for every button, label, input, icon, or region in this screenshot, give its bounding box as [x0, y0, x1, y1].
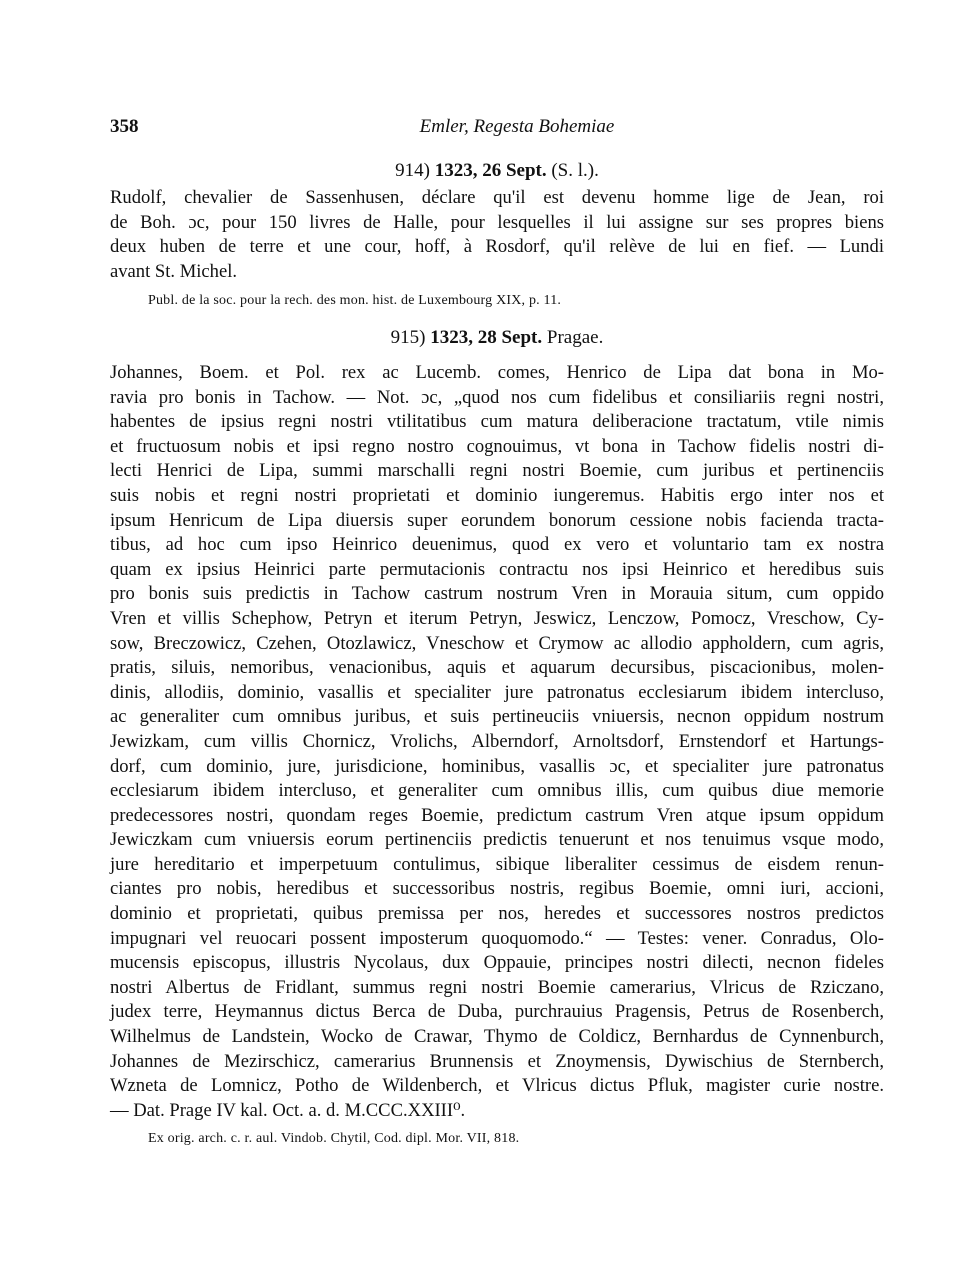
text-line: Wilhelmus de Landstein, Wocko de Crawar, Thymo de Coldicz, Bernhardus de Cynnenburch,	[110, 1026, 884, 1048]
text-line: — Dat. Prage IV kal. Oct. a. d. M.CCC.XXIII⁰.	[110, 1099, 466, 1121]
text-line: dorf, cum dominio, jure, jurisdicione, hominibus, vasallis ɔc, et specialiter jure patronatus	[110, 755, 884, 777]
text-line: nostri Albertus de Fridlant, summus regni nostri Boemie camerarius, Vlricus de Rziczano,	[110, 976, 884, 998]
text-line: Johannes, Boem. et Pol. rex ac Lucemb. comes, Henrico de Lipa dat bona in Mo-	[110, 362, 884, 383]
text-line: Vren et villis Schephow, Petryn et iterum Petryn, Jeswicz, Lenczow, Pomocz, Vreschow, Cy-	[110, 607, 884, 629]
text-line: tibus, ad hoc cum ipso Heinrico deuenimus, quod ex vero et voluntario tam ex nostra	[110, 534, 884, 556]
entry-914-source: Publ. de la soc. pour la rech. des mon. hist. de Luxembourg XIX, p. 11.	[148, 293, 562, 308]
text-line: sow, Breczowicz, Czehen, Otozlawicz, Vneschow et Crymow ac allodio appholdern, cum agris,	[110, 632, 884, 654]
text-line: judex terre, Heymannus dictus Berca de Duba, purchrauius Pragensis, Petrus de Rosenberch,	[110, 1001, 884, 1023]
text-line: suis nobis et regni nostri proprietati et dominio iungeremus. Habitis ergo inter nos et	[110, 484, 884, 506]
text-line: Jewiczkam cum vniuersis eorum pertinenciis predictis tenuerunt et nos tenuimus vsque modo,	[110, 829, 884, 851]
entry-915-source: Ex orig. arch. c. r. aul. Vindob. Chytil, Cod. dipl. Mor. VII, 818.	[148, 1131, 520, 1146]
entry-number: 915)	[390, 327, 426, 348]
text-line: jure hereditario et imperpetuum contulimus, sibique liberaliter cessimus de eisdem renun-	[110, 853, 884, 875]
entry-place: (S. l.).	[551, 160, 599, 181]
text-line: Wzneta de Lomnicz, Potho de Wildenberch, et Vlricus dictus Pfluk, magister curie nostre.	[110, 1075, 884, 1097]
text-line: dominio et proprietati, quibus premissa per nos, heredes et successores nostros predictos	[110, 903, 884, 925]
text-line: lecti Henrici de Lipa, summi marschalli regni nostri Boemie, cum juribus et pertinenciis	[110, 460, 884, 482]
text-line: mucensis episcopus, illustris Nycolaus, dux Oppauie, principes nostri dilecti, necnon fideles	[110, 952, 884, 974]
page-header	[110, 116, 884, 140]
text-line: Johannes de Mezirschicz, camerarius Brunnensis et Znoymensis, Dywischius de Sternberch,	[110, 1050, 884, 1072]
entry-date: 1323, 28	[430, 327, 497, 348]
text-line: avant St. Michel.	[110, 260, 238, 282]
text-line: ac generaliter cum omnibus juribus, et suis pertineuciis vniuersis, necnon oppidum nostrum	[110, 706, 884, 728]
text-line: ipsum Henricum de Lipa diuersis super eorundem bonorum cessione nobis facienda tracta-	[110, 509, 884, 531]
entry-914-text	[110, 186, 884, 284]
running-title: Emler, Regesta Bohemiae	[419, 116, 615, 137]
entry-month: Sept.	[505, 160, 547, 181]
text-line: quam ex ipsius Heinrici parte permutacionis contractu nos ipsi Heinrico et heredibus suis	[110, 558, 884, 580]
entry-number: 914)	[395, 160, 430, 181]
text-line: ecclesiarum ibidem intercluso, et generaliter cum omnibus illis, cum quibus diue memorie	[110, 780, 884, 802]
page-number: 358	[110, 116, 139, 137]
text-line: pro bonis suis predictis in Tachow castrum nostrum Vren in Morauia situm, cum oppido	[110, 583, 884, 605]
text-line: deux huben de terre et une cour, hoff, à Rosdorf, qu'il relève de lui en fief. — Lundi	[110, 236, 884, 258]
entry-915-heading	[110, 327, 884, 349]
entry-date: 1323, 26	[434, 160, 502, 181]
entry-month: Sept.	[501, 327, 543, 348]
text-line: dinis, allodiis, dominio, vasallis et specialiter jure patronatus ecclesiarum ibidem intercluso,	[110, 681, 884, 703]
text-line: ciantes pro nobis, heredibus et successoribus nostris, regibus Boemie, omni iuri, accioni,	[110, 878, 884, 900]
text-line: Rudolf, chevalier de Sassenhusen, déclare qu'il est devenu homme lige de Jean, roi	[110, 187, 884, 208]
entry-place: Pragae.	[546, 327, 604, 348]
text-line: impugnari vel reuocari possent imposterum quoquomodo.“ — Testes: vener. Conradus, Olo-	[110, 927, 884, 949]
text-line: Jewizkam, cum villis Chornicz, Vrolichs, Alberndorf, Arnoltsdorf, Ernstendorf et Hartungs-	[110, 730, 884, 752]
entry-914-heading	[110, 160, 884, 182]
text-line: predecessores nostri, quondam reges Boemie, predictum castrum Vren atque ipsum oppidum	[110, 804, 884, 826]
entry-915-text	[110, 361, 884, 1123]
text-line: et fructuosum nobis et ipsi regno nostro cognouimus, vt bona in Tachow fidelis nostri di-	[110, 435, 884, 457]
text-line: ravia pro bonis in Tachow. — Not. ɔc, „quod nos cum fidelibus et consiliariis regni nostri,	[110, 386, 884, 408]
text-line: de Boh. ɔc, pour 150 livres de Halle, pour lesquelles il lui assigne sur ses propres biens	[110, 211, 884, 233]
text-line: habentes de ipsius regni nostri vtilitatibus cum matura deliberacione tractatum, vtile nimis	[110, 411, 884, 433]
text-line: pratis, siluis, nemoribus, venacionibus, aquis et aquarum decursibus, piscacionibus, molen-	[110, 657, 884, 679]
